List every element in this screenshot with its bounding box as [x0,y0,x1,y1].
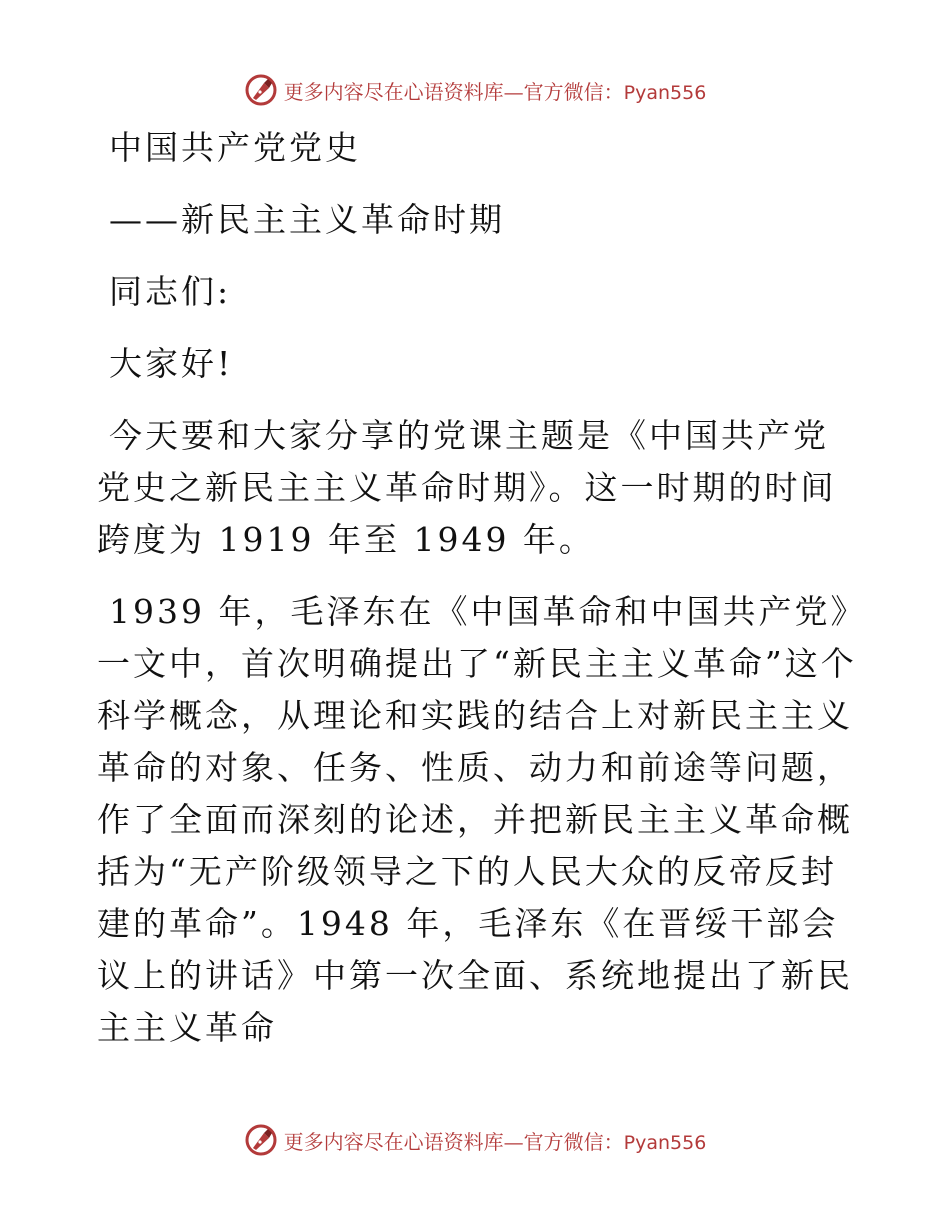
wechat-id: Pyan556 [623,1131,707,1154]
greeting: 大家好! [109,344,234,383]
paragraph-history: 1939 年，毛泽东在《中国革命和中国共产党》一文中，首次明确提出了“新民主主义革命”这个科学概念，从理论和实践的结合上对新民主主义革命的对象、任务、性质、动力和前途等问题，作了全面而深刻的论述，并把新民主主义革命概括为“无产阶级领导之下的人民大众的反帝反封建的革命”。1948 年，毛泽东《在晋绥干部会议上的讲话》中第一次全面、系统地提出了新民主主义革命 [97,592,857,1047]
pen-nib-logo-icon [244,73,278,107]
wechat-id: Pyan556 [623,81,707,104]
pen-nib-logo-icon [244,1123,278,1157]
header-watermark [0,70,950,110]
document-body [97,122,857,1074]
paragraph-intro: 今天要和大家分享的党课主题是《中国共产党党史之新民主主义革命时期》。这一时期的时间跨度为 1919 年至 1949 年。 [97,416,837,559]
salutation: 同志们: [109,272,232,311]
watermark-text: 更多内容尽在心语资料库—官方微信：Pyan556 [283,79,707,104]
watermark-text: 更多内容尽在心语资料库—官方微信：Pyan556 [283,1129,707,1154]
document-title: 中国共产党党史 [109,128,361,167]
document-subtitle: ——新民主主义革命时期 [109,200,505,239]
footer-watermark [0,1120,950,1160]
